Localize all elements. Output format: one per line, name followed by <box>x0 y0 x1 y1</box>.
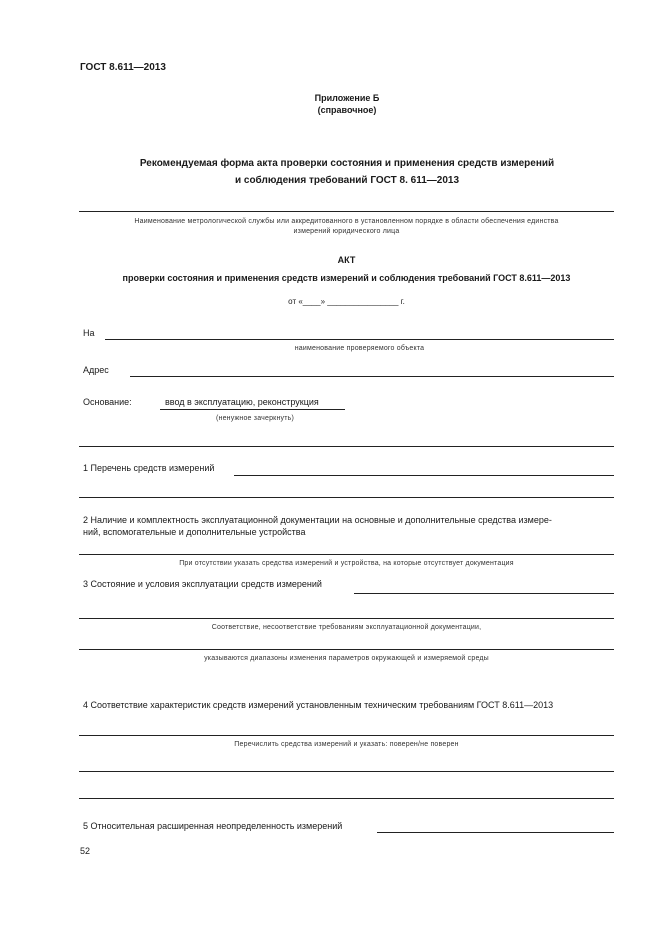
section-3-label: 3 Состояние и условия эксплуатации средств измерений <box>83 579 322 589</box>
section-5-field-line[interactable] <box>377 832 614 833</box>
section-4-label: 4 Соответствие характеристик средств измерений установленным техническим требованиям ГОСТ 8.611—2013 <box>83 700 554 710</box>
standard-header: ГОСТ 8.611—2013 <box>80 62 166 73</box>
na-field-line[interactable] <box>105 339 614 340</box>
org-caption-line1: Наименование метрологической службы или аккредитованного в установленном порядке в области обеспечения единства <box>134 218 559 225</box>
doc-title-line2: и соблюдения требований ГОСТ 8. 611—2013 <box>234 175 460 186</box>
na-label: На <box>83 328 95 338</box>
org-name-line[interactable] <box>79 211 614 212</box>
act-date-line[interactable]: от «____» ________________ г. <box>288 297 405 306</box>
act-title: АКТ <box>337 255 356 265</box>
appendix-subtitle: (справочное) <box>317 105 377 115</box>
section-2-line2: ний, вспомогательные и дополнительные устройства <box>83 527 306 537</box>
address-field-line[interactable] <box>130 376 614 377</box>
section-3-caption2: указываются диапазоны изменения параметров окружающей и измеряемой среды <box>204 655 489 662</box>
section-3-line-3[interactable] <box>79 649 614 650</box>
section-4-line-2[interactable] <box>79 771 614 772</box>
basis-caption: (ненужное зачеркнуть) <box>215 415 294 422</box>
section-4-line-3[interactable] <box>79 798 614 799</box>
section-3-caption1: Соответствие, несоответствие требованиям эксплуатационной документации, <box>211 624 482 631</box>
address-label: Адрес <box>83 365 109 375</box>
section-4-caption: Перечислить средства измерений и указать: поверен/не поверен <box>234 741 459 748</box>
act-subtitle: проверки состояния и применения средств измерений и соблюдения требований ГОСТ 8.611—2013 <box>122 273 571 283</box>
section-1-field-line[interactable] <box>234 475 614 476</box>
appendix-title: Приложение Б <box>314 93 380 103</box>
section-1-label: 1 Перечень средств измерений <box>83 463 215 473</box>
section-5-label: 5 Относительная расширенная неопределенность измерений <box>83 821 343 831</box>
page-number: 52 <box>80 846 91 856</box>
doc-title-line1: Рекомендуемая форма акта проверки состояния и применения средств измерений <box>139 158 555 169</box>
section-3-line-2[interactable] <box>79 618 614 619</box>
basis-field-line[interactable] <box>160 409 345 410</box>
org-caption-line2: измерений юридического лица <box>293 228 400 235</box>
section-1-line-2[interactable] <box>79 497 614 498</box>
na-caption: наименование проверяемого объекта <box>294 345 425 352</box>
section-2-field-line[interactable] <box>79 554 614 555</box>
section-2-line1: 2 Наличие и комплектность эксплуатационной документации на основные и дополнительные средства измере- <box>83 515 552 525</box>
basis-label: Основание: <box>83 397 132 407</box>
section-4-field-line[interactable] <box>79 735 614 736</box>
section-2-caption: При отсутствии указать средства измерений и устройства, на которые отсутствует документация <box>179 560 514 567</box>
basis-value: ввод в эксплуатацию, реконструкция <box>165 397 319 407</box>
blank-line[interactable] <box>79 446 614 447</box>
section-3-field-line[interactable] <box>354 593 614 594</box>
